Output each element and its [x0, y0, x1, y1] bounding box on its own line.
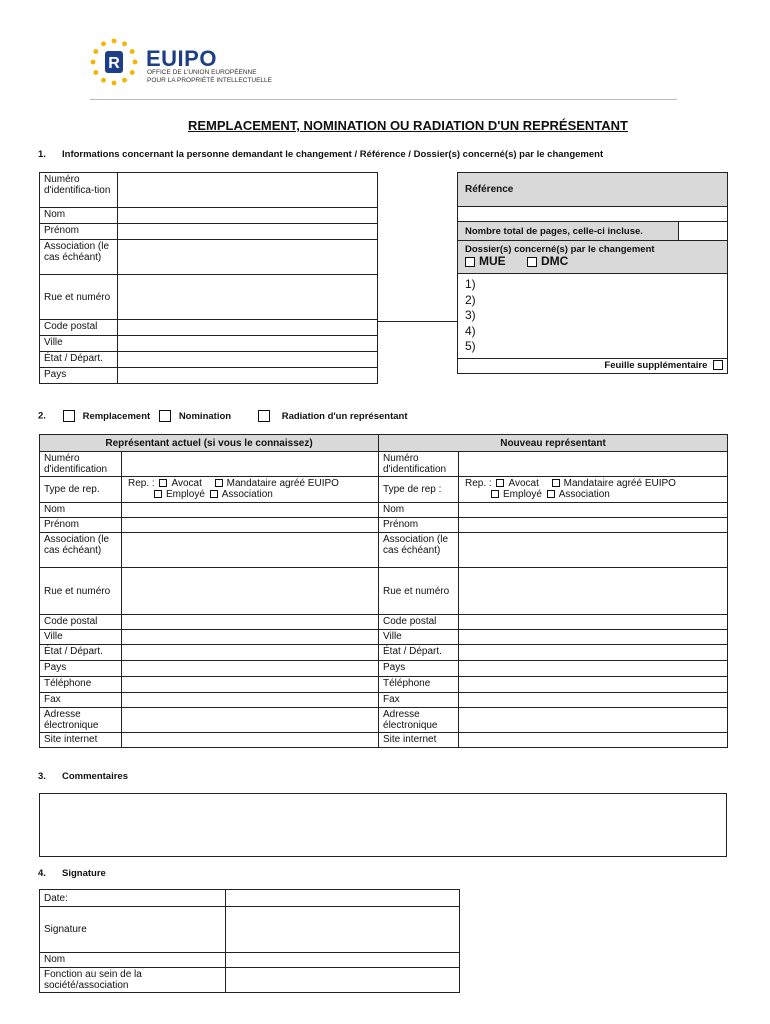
eu-stars-icon [88, 36, 140, 88]
comments-field[interactable] [39, 793, 727, 857]
page-title: REMPLACEMENT, NOMINATION OU RADIATION D'UN REPRÉSENTANT [187, 118, 629, 133]
new-label-website: Site internet [379, 733, 459, 748]
applicant-id-field[interactable] [118, 173, 378, 208]
dossier-4: 4) [465, 323, 476, 338]
new-rue-field[interactable] [459, 568, 728, 615]
new-mandataire-label: Mandataire agréé EUIPO [563, 478, 676, 489]
label-fonction: Fonction au sein de la société/association [40, 968, 226, 993]
label-code-postal: Code postal [40, 320, 118, 336]
replacement-checkbox[interactable] [63, 410, 151, 422]
new-mandataire-checkbox[interactable] [552, 478, 676, 489]
svg-text:R: R [108, 55, 120, 72]
date-field[interactable] [226, 890, 460, 907]
logo-brand: EUIPO [146, 46, 217, 71]
cur-nom-field[interactable] [122, 503, 379, 518]
signature-table [39, 889, 460, 993]
new-label-id: Numéro d'identification [379, 452, 459, 477]
extra-sheet-checkbox[interactable] [713, 360, 723, 370]
new-rep-prefix: Rep. : [465, 478, 492, 489]
cur-telephone-field[interactable] [122, 677, 379, 693]
cur-label-telephone: Téléphone [40, 677, 122, 693]
cur-email-field[interactable] [122, 708, 379, 733]
cur-label-code-postal: Code postal [40, 615, 122, 630]
label-date: Date: [40, 890, 226, 907]
new-label-rue: Rue et numéro [379, 568, 459, 615]
new-employe-label: Employé [503, 489, 542, 500]
current-rep-header: Représentant actuel (si vous le connaissez) [40, 435, 379, 452]
label-etat: État / Départ. [40, 352, 118, 368]
new-ville-field[interactable] [459, 630, 728, 645]
section2-number: 2. [38, 410, 46, 422]
applicant-etat-field[interactable] [118, 352, 378, 368]
cur-label-fax: Fax [40, 693, 122, 708]
new-label-type: Type de rep : [379, 477, 459, 503]
cur-label-pays: Pays [40, 661, 122, 677]
cur-rep-prefix: Rep. : [128, 478, 155, 489]
cur-label-rue: Rue et numéro [40, 568, 122, 615]
cur-code-postal-field[interactable] [122, 615, 379, 630]
new-type-cell [459, 477, 728, 503]
new-employe-checkbox[interactable] [491, 489, 542, 500]
new-label-code-postal: Code postal [379, 615, 459, 630]
cur-ville-field[interactable] [122, 630, 379, 645]
cur-id-field[interactable] [122, 452, 379, 477]
cur-etat-field[interactable] [122, 645, 379, 661]
dossiers-cell [458, 241, 728, 274]
new-rep-header: Nouveau représentant [379, 435, 728, 452]
applicant-nom-field[interactable] [118, 208, 378, 224]
reference-label: Référence [458, 173, 728, 207]
dossiers-label: Dossier(s) concerné(s) par le changement [465, 244, 655, 255]
new-label-fax: Fax [379, 693, 459, 708]
new-fax-field[interactable] [459, 693, 728, 708]
cur-label-prenom: Prénom [40, 518, 122, 533]
nomination-label: Nomination [178, 410, 232, 422]
reference-table [457, 172, 728, 374]
new-label-etat: État / Départ. [379, 645, 459, 661]
cur-label-type: Type de rep. [40, 477, 122, 503]
reference-field[interactable] [458, 207, 728, 222]
cur-type-cell [122, 477, 379, 503]
section4-number: 4. [38, 868, 46, 879]
mue-checkbox[interactable] [465, 256, 506, 267]
new-label-nom: Nom [379, 503, 459, 518]
cur-association-label: Association [221, 489, 273, 500]
extra-sheet-cell [458, 358, 728, 373]
new-label-email: Adresse électronique [379, 708, 459, 733]
dmc-checkbox[interactable] [527, 256, 568, 267]
applicant-association-field[interactable] [118, 240, 378, 275]
logo-line2: POUR LA PROPRIÉTÉ INTELLECTUELLE [147, 77, 272, 84]
logo-line1: OFFICE DE L'UNION EUROPÉENNE [147, 69, 257, 76]
new-label-ville: Ville [379, 630, 459, 645]
new-avocat-label: Avocat [508, 478, 539, 489]
fonction-field[interactable] [226, 968, 460, 993]
label-ville: Ville [40, 336, 118, 352]
applicant-prenom-field[interactable] [118, 224, 378, 240]
cur-mandataire-label: Mandataire agréé EUIPO [226, 478, 339, 489]
cur-website-field[interactable] [122, 733, 379, 748]
new-website-field[interactable] [459, 733, 728, 748]
total-pages-label: Nombre total de pages, celle-ci incluse. [458, 222, 679, 241]
connector-line [377, 321, 458, 322]
new-etat-field[interactable] [459, 645, 728, 661]
extra-sheet-label: Feuille supplémentaire [604, 359, 708, 371]
dossier-3: 3) [465, 308, 476, 322]
new-telephone-field[interactable] [459, 677, 728, 693]
section1-number: 1. [38, 149, 46, 160]
radiation-label: Radiation d'un représentant [281, 410, 408, 422]
applicant-table [39, 172, 378, 384]
label-id: Numéro d'identifica-tion [40, 173, 118, 208]
cur-label-association: Association (le cas échéant) [40, 533, 122, 568]
section3-heading: Commentaires [62, 771, 128, 782]
label-signature: Signature [40, 907, 226, 953]
cur-fax-field[interactable] [122, 693, 379, 708]
applicant-rue-field[interactable] [118, 275, 378, 320]
cur-label-etat: État / Départ. [40, 645, 122, 661]
section2-options [38, 410, 407, 422]
header-divider [90, 99, 677, 100]
new-label-pays: Pays [379, 661, 459, 677]
new-id-field[interactable] [459, 452, 728, 477]
signature-field[interactable] [226, 907, 460, 953]
representatives-table [39, 434, 728, 748]
new-association-label: Association [558, 489, 610, 500]
cur-association-field[interactable] [122, 533, 379, 568]
new-prenom-field[interactable] [459, 518, 728, 533]
mue-label: MUE [479, 254, 506, 268]
euipo-logo [88, 36, 288, 86]
label-pays: Pays [40, 368, 118, 384]
dossiers-list[interactable] [458, 274, 728, 359]
cur-pays-field[interactable] [122, 661, 379, 677]
applicant-ville-field[interactable] [118, 336, 378, 352]
cur-prenom-field[interactable] [122, 518, 379, 533]
new-association-field[interactable] [459, 533, 728, 568]
section4-heading: Signature [62, 868, 106, 879]
label-sign-nom: Nom [40, 953, 226, 968]
section3-number: 3. [38, 771, 46, 782]
dossier-1: 1) [465, 277, 476, 291]
new-nom-field[interactable] [459, 503, 728, 518]
label-rue: Rue et numéro [40, 275, 118, 320]
label-association: Association (le cas échéant) [40, 240, 118, 275]
dmc-label: DMC [541, 254, 569, 268]
total-pages-field[interactable] [679, 222, 728, 241]
new-pays-field[interactable] [459, 661, 728, 677]
sign-nom-field[interactable] [226, 953, 460, 968]
cur-association-checkbox[interactable] [208, 489, 273, 500]
applicant-pays-field[interactable] [118, 368, 378, 384]
cur-employe-label: Employé [166, 489, 205, 500]
cur-avocat-label: Avocat [171, 478, 202, 489]
cur-employe-checkbox[interactable] [154, 489, 205, 500]
dossier-2: 2) [465, 292, 476, 307]
section1-heading: Informations concernant la personne demandant le changement / Référence / Dossier(s) concerné(s) par le changement [62, 149, 604, 160]
cur-label-ville: Ville [40, 630, 122, 645]
cur-label-email: Adresse électronique [40, 708, 122, 733]
cur-mandataire-checkbox[interactable] [215, 478, 339, 489]
cur-avocat-checkbox[interactable] [157, 478, 201, 489]
label-nom: Nom [40, 208, 118, 224]
new-association-checkbox[interactable] [545, 489, 610, 500]
new-code-postal-field[interactable] [459, 615, 728, 630]
new-label-association: Association (le cas échéant) [379, 533, 459, 568]
cur-label-id: Numéro d'identification [40, 452, 122, 477]
cur-rue-field[interactable] [122, 568, 379, 615]
radiation-checkbox[interactable] [258, 410, 408, 422]
label-prenom: Prénom [40, 224, 118, 240]
new-avocat-checkbox[interactable] [494, 478, 538, 489]
applicant-code-postal-field[interactable] [118, 320, 378, 336]
new-email-field[interactable] [459, 708, 728, 733]
cur-label-nom: Nom [40, 503, 122, 518]
cur-label-website: Site internet [40, 733, 122, 748]
dossier-5: 5) [465, 339, 476, 353]
replacement-label: Remplacement [82, 410, 151, 422]
new-label-prenom: Prénom [379, 518, 459, 533]
nomination-checkbox[interactable] [159, 410, 231, 422]
new-label-telephone: Téléphone [379, 677, 459, 693]
